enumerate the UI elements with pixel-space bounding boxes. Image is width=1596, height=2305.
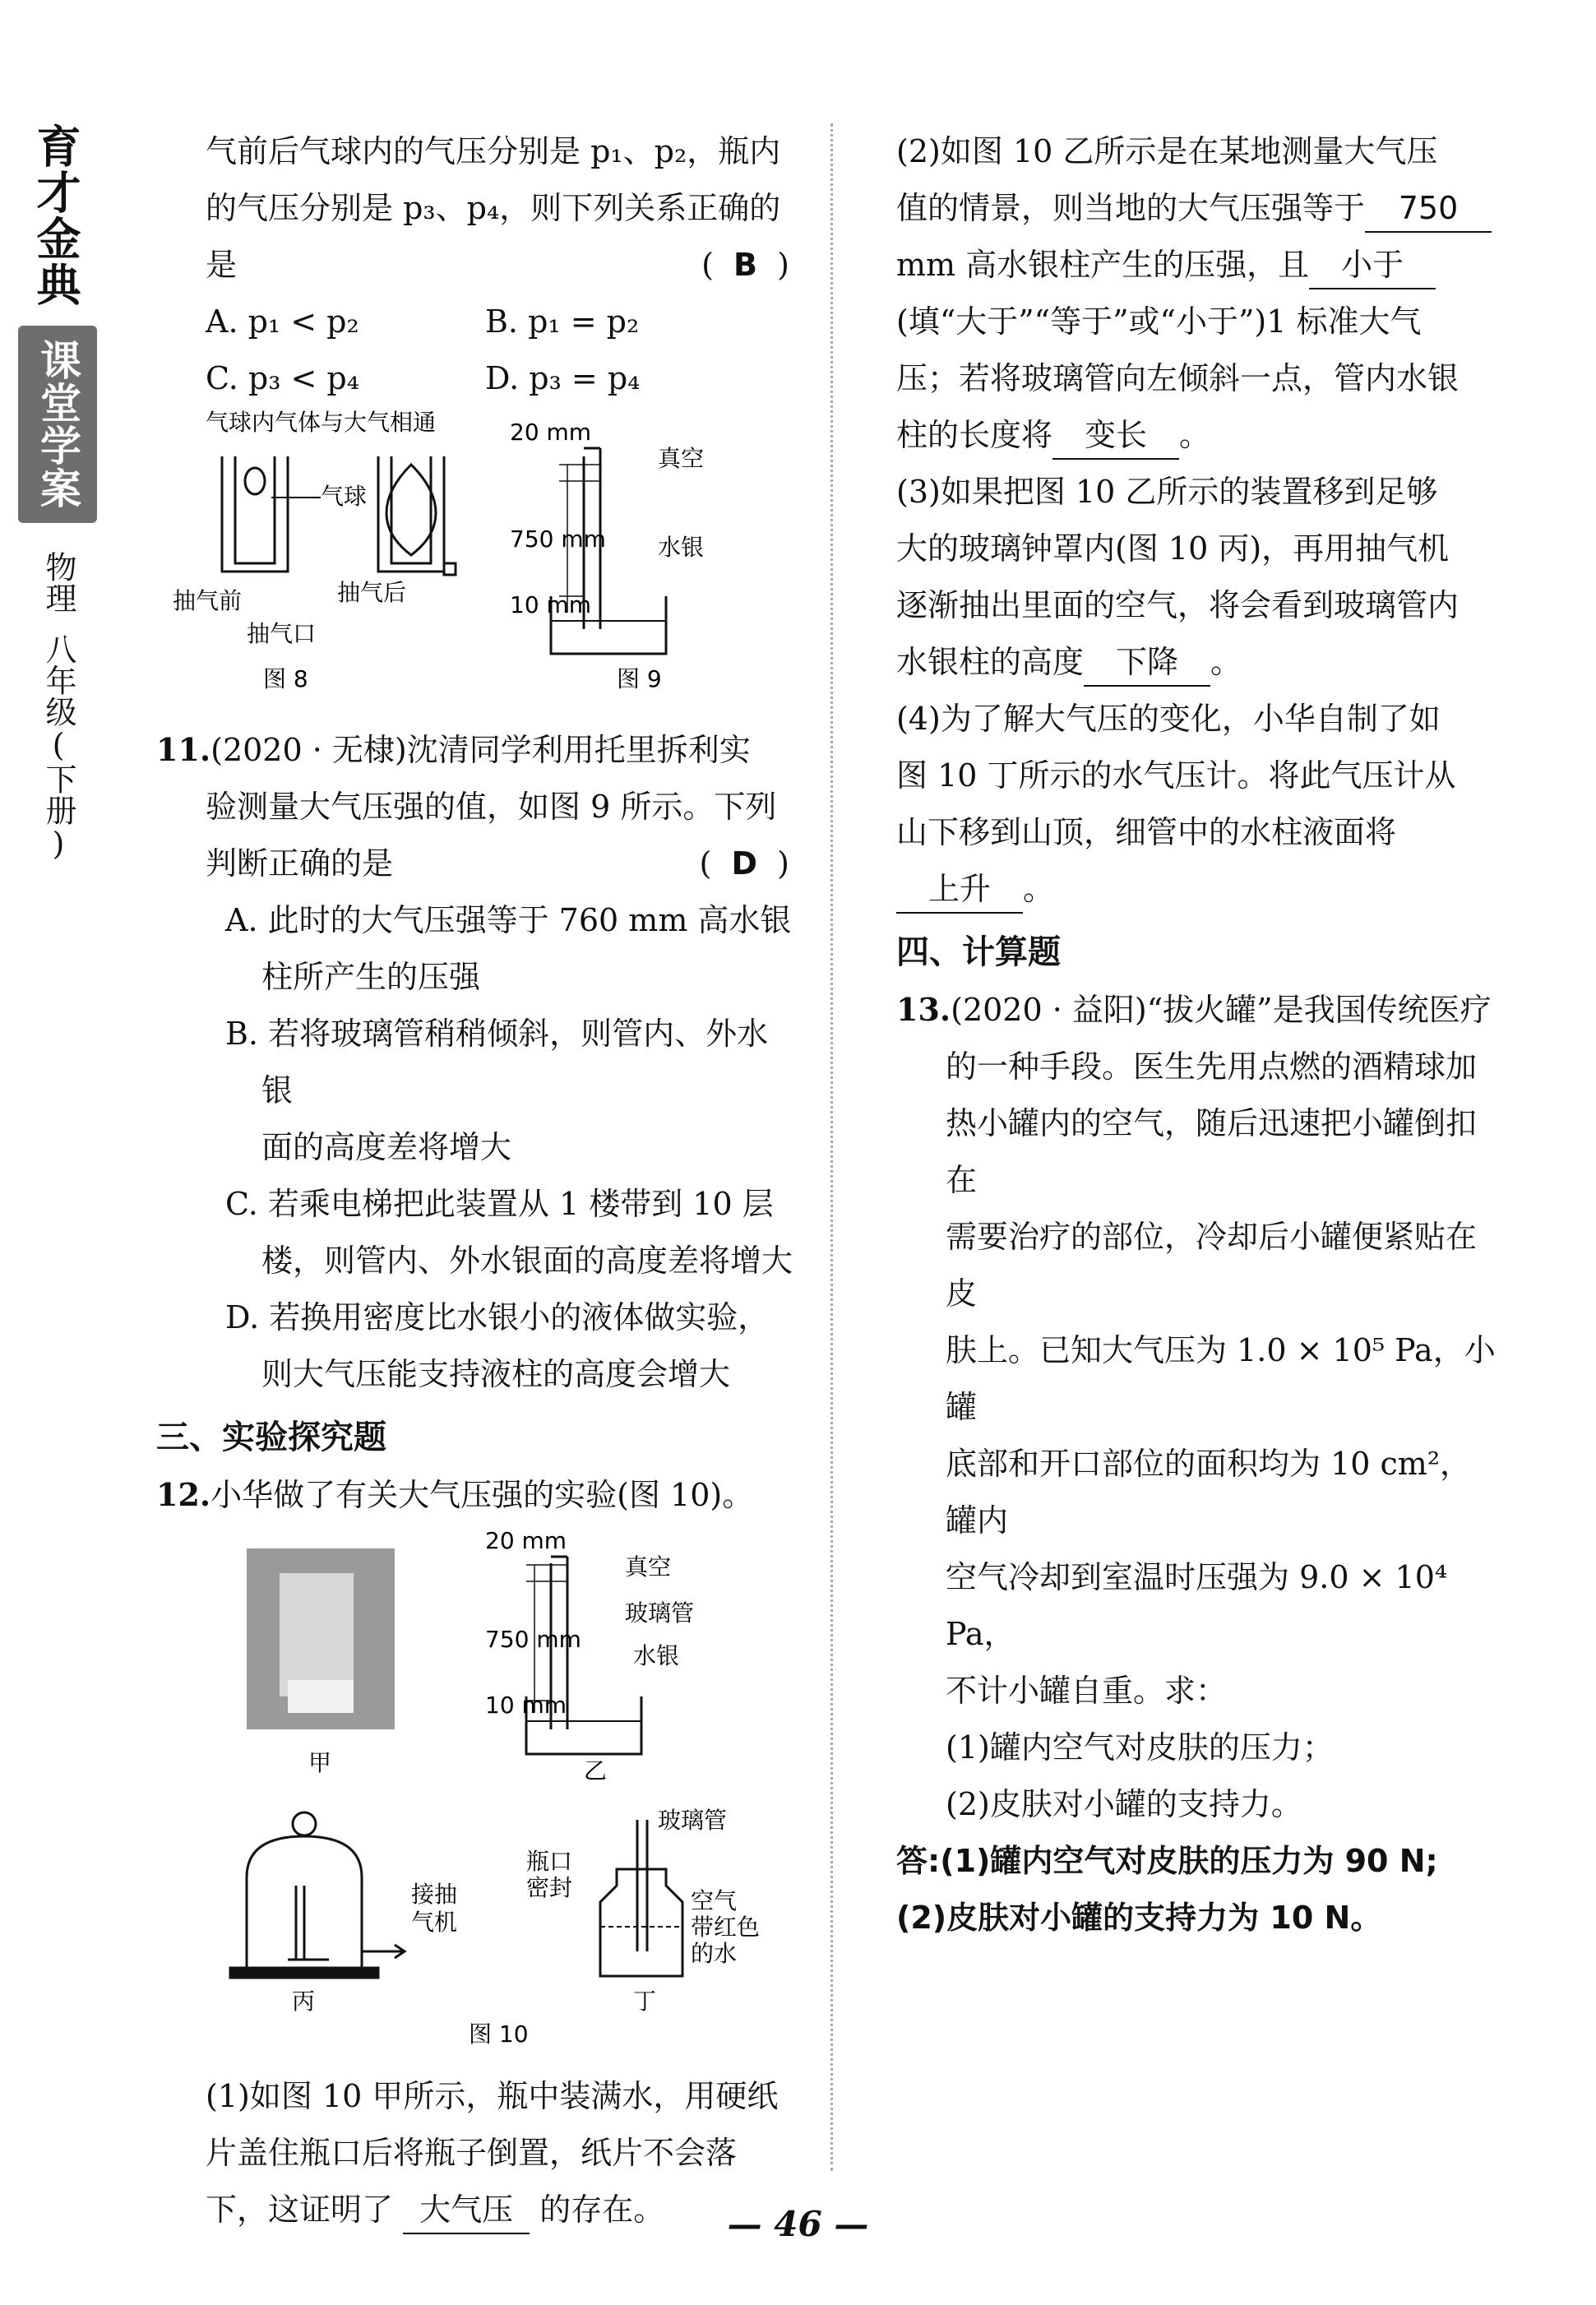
q12-3-line: 逐渐抽出里面的空气，将会看到玻璃管内	[896, 587, 1460, 623]
column-divider	[830, 123, 833, 2171]
q12-4-line: 山下移到山顶，细管中的水柱液面将	[896, 814, 1397, 850]
q13-number: 13.	[896, 991, 951, 1028]
q13-answer-2: (2)皮肤对小罐的支持力为 10 N。	[896, 1900, 1382, 1936]
q11-answer-bracket: ( D )	[699, 845, 789, 882]
q12-4-line: 图 10 丁所示的水气压计。将此气压计从	[896, 757, 1456, 794]
q12-1-line: (1)如图 10 甲所示，瓶中装满水，用硬纸	[206, 2078, 779, 2114]
q11-option-d: D. 若换用密度比水银小的液体做实验， 则大气压能支持液柱的高度会增大	[225, 1299, 770, 1392]
fig10-yi-bottom: 10 mm	[485, 1692, 567, 1719]
q13-line: 肤上。已知大气压为 1.0 × 10⁵ Pa，小罐	[946, 1332, 1496, 1425]
section-4-heading: 四、计算题	[896, 933, 1061, 971]
fig9-caption: 图 9	[617, 665, 662, 692]
q10-answer-bracket: ( B )	[701, 247, 789, 283]
q12-4-answer: 上升	[896, 866, 1023, 914]
q13-answer-1: 答:(1)罐内空气对皮肤的压力为 90 N;	[896, 1843, 1438, 1879]
fig8-after-apparatus	[378, 456, 456, 575]
q11-option-a: A. 此时的大气压强等于 760 mm 高水银 柱所产生的压强	[225, 902, 792, 995]
q12-1-answer: 大气压	[403, 2187, 530, 2234]
q12-text: 小华做了有关大气压强的实验(图 10)。	[210, 1477, 754, 1513]
fig8-title: 气球内气体与大气相通	[206, 409, 437, 436]
q13-line: 的一种手段。医生先用点燃的酒精球加	[946, 1048, 1478, 1085]
q10-option-c: C. p₃ < p₄	[206, 360, 359, 396]
q11-line: 验测量大气压强的值，如图 9 所示。下列	[206, 789, 777, 825]
q12-line	[156, 1466, 798, 1524]
series-badge: 课堂学案	[18, 326, 97, 523]
fig10-jia-label: 甲	[308, 1749, 332, 1776]
q10-option-d: D. p₃ = p₄	[485, 360, 641, 396]
fig10-jia-bottle	[280, 1573, 354, 1696]
q11-line	[156, 721, 798, 779]
fig10-yi-vacuum: 真空	[625, 1553, 672, 1581]
fig10-ding-label: 丁	[633, 1988, 657, 2015]
section-3-heading: 三、实验探究题	[156, 1419, 386, 1456]
right-column	[896, 123, 1497, 1946]
q13-line: 需要治疗的部位，冷却后小罐便紧贴在皮	[946, 1219, 1478, 1312]
fig10-ding-air: 空气	[691, 1887, 738, 1914]
q12-2-line: (2)如图 10 乙所示是在某地测量大气压	[896, 133, 1438, 169]
fig8-caption: 图 8	[263, 665, 308, 692]
q13-line: (2)皮肤对小罐的支持力。	[946, 1786, 1302, 1822]
q10-line: 气前后气球内的气压分别是 p₁、p₂，瓶内	[206, 133, 781, 169]
q12-2-line: mm 高水银柱产生的压强，且 小于	[896, 237, 1497, 294]
q12-2-line: (填“大于”“等于”或“小于”)1 标准大气	[896, 303, 1422, 340]
fig10-ding-glass: 玻璃管	[658, 1807, 728, 1834]
fig10-yi-label: 乙	[584, 1757, 608, 1784]
page-number: — 46 —	[727, 2204, 869, 2244]
sidebar	[18, 123, 89, 862]
q10-line: 的气压分别是 p₃、p₄，则下列关系正确的	[206, 190, 781, 226]
q12-3-line: (3)如果把图 10 乙所示的装置移到足够	[896, 474, 1438, 510]
q10-options-row	[156, 294, 798, 350]
q12-4-line: (4)为了解大气压的变化，小华自制了如	[896, 701, 1441, 737]
fig10-ding-water2: 的水	[691, 1940, 738, 1967]
q13-line: 不计小罐自重。求：	[946, 1673, 1228, 1709]
fig10-yi-apparatus	[526, 1557, 641, 1754]
fig9-mercury-label: 水银	[658, 534, 705, 561]
q11-number: 11.	[156, 731, 211, 768]
fig9-vacuum-label: 真空	[658, 445, 705, 472]
fig10-jia-card	[288, 1680, 354, 1713]
fig10-caption: 图 10	[469, 2020, 529, 2048]
q12-number: 12.	[156, 1476, 211, 1513]
q12-2-answer-3: 变长	[1052, 412, 1179, 460]
fig10-ding-seal1: 瓶口	[526, 1848, 573, 1875]
q12-3-line: 水银柱的高度 下降 。	[896, 634, 1497, 691]
fig8-port-label: 抽气口	[247, 620, 317, 647]
q11-option-b: B. 若将玻璃管稍稍倾斜，则管内、外水银 面的高度差将增大	[225, 1016, 769, 1165]
q12-2-line: 柱的长度将 变长 。	[896, 407, 1497, 464]
q11-text: (2020 · 无棣)沈清同学利用托里拆利实	[210, 732, 751, 768]
fig10-bing-pump1: 接抽	[411, 1881, 458, 1908]
fig10-ding-water1: 带红色	[691, 1914, 761, 1941]
q11-stem-end: 判断正确的是	[206, 845, 394, 882]
fig10-yi-glass: 玻璃管	[625, 1599, 695, 1627]
fig9-bottom-label: 10 mm	[510, 591, 592, 618]
q13-line: 底部和开口部位的面积均为 10 cm²，罐内	[946, 1446, 1472, 1539]
fig8-before-apparatus	[222, 456, 288, 572]
fig8-fig9	[156, 407, 798, 703]
brand-title: 育才金典	[30, 123, 81, 308]
q12-2-line: 值的情景，则当地的大气压强等于 750	[896, 180, 1497, 237]
q12-2-line: 压；若将玻璃管向左倾斜一点，管内水银	[896, 360, 1460, 396]
q12-2-answer-1: 750	[1365, 185, 1492, 233]
fig9-mid-label: 750 mm	[510, 525, 606, 553]
q10-options-row	[156, 350, 798, 407]
fig8-before-label: 抽气前	[173, 587, 243, 614]
fig10-ding-apparatus	[600, 1820, 682, 1976]
q10-line	[156, 237, 798, 294]
q13-line: 热小罐内的空气，随后迅速把小罐倒扣在	[946, 1105, 1478, 1198]
q10-answer: B	[733, 247, 758, 283]
q10-option-a: A. p₁ < p₂	[206, 303, 359, 340]
q11-line	[156, 835, 798, 892]
q11-option-c: C. 若乘电梯把此装置从 1 楼带到 10 层 楼，则管内、外水银面的高度差将增大	[225, 1186, 793, 1279]
fig8-balloon-label: 气球	[321, 483, 368, 510]
fig10	[156, 1524, 798, 2050]
q10-tail: 是	[206, 247, 238, 283]
q11-answer: D	[731, 845, 758, 882]
fig10-bing-pump2: 气机	[411, 1909, 458, 1936]
q13-line: 空气冷却到室温时压强为 9.0 × 10⁴ Pa，	[946, 1559, 1448, 1652]
fig10-yi-top: 20 mm	[485, 1527, 567, 1554]
q10-option-b: B. p₁ = p₂	[485, 303, 640, 340]
fig9-top-label: 20 mm	[510, 419, 592, 446]
q13-line: 13.(2020 · 益阳)“拔火罐”是我国传统医疗	[896, 991, 1492, 1028]
q13-line: (1)罐内空气对皮肤的压力；	[946, 1729, 1334, 1766]
q12-4-line: 上升 。	[896, 861, 1497, 918]
q12-1-line: 片盖住瓶口后将瓶子倒置，纸片不会落	[206, 2135, 738, 2171]
fig10-ding-seal2: 密封	[526, 1874, 573, 1901]
fig10-bing-apparatus	[230, 1812, 405, 1978]
q12-1-line: 下，这证明了 大气压 的存在。	[156, 2182, 798, 2238]
fig8-after-label: 抽气后	[337, 579, 407, 606]
fig10-yi-mid: 750 mm	[485, 1626, 581, 1653]
fig10-bing-label: 丙	[292, 1988, 316, 2015]
fig10-yi-mercury: 水银	[633, 1642, 680, 1669]
q12-3-line: 大的玻璃钟罩内(图 10 丙)，再用抽气机	[896, 530, 1450, 567]
q12-3-answer: 下降	[1084, 639, 1210, 687]
subject-label: 物理	[40, 551, 76, 613]
q12-2-answer-2: 小于	[1309, 242, 1436, 289]
grade-label: 八年级(下册)	[40, 633, 76, 862]
left-column	[156, 123, 798, 2238]
